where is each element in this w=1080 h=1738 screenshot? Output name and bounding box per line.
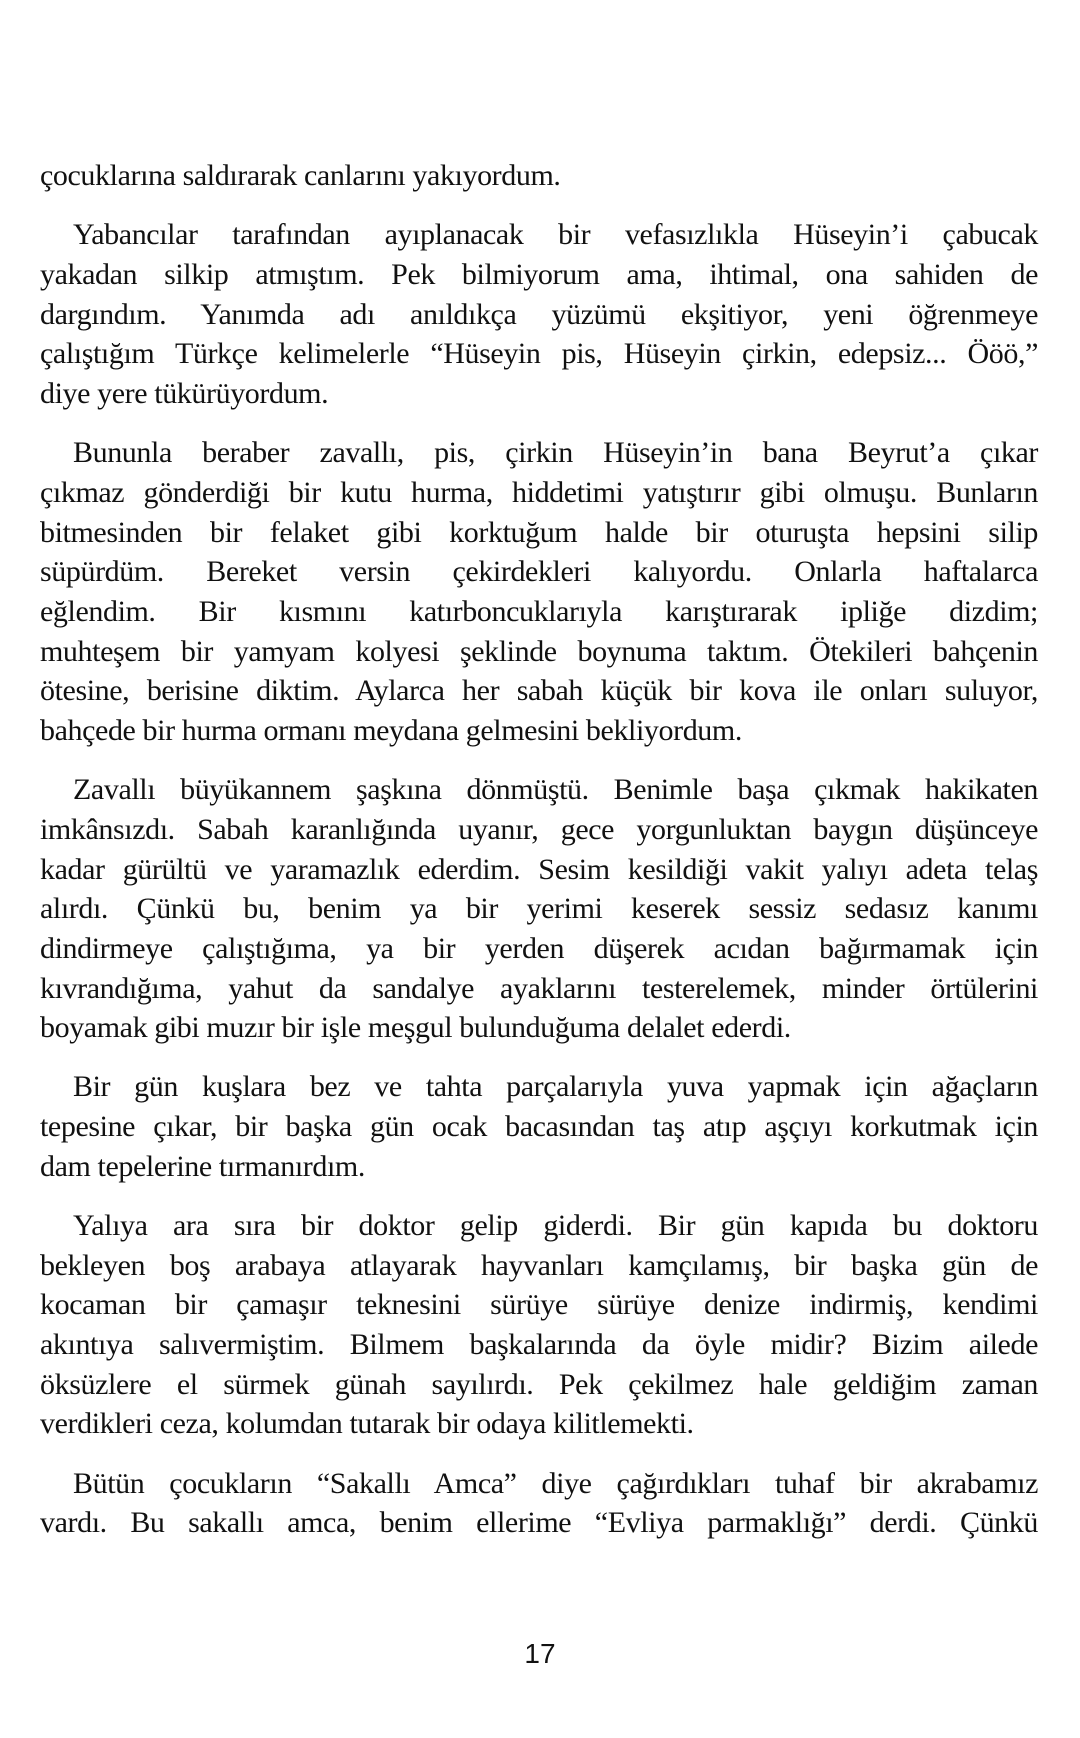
page-number: 17 xyxy=(524,1638,556,1669)
text-line: muhteşem bir yamyam kolyesi şeklinde boynuma taktım. Ötekileri bahçenin xyxy=(40,634,1038,668)
text-line: boyamak gibi muzır bir işle meşgul bulunduğuma delalet ederdi. xyxy=(40,1011,791,1045)
text-line: tepesine çıkar, bir başka gün ocak bacasından taş atıp aşçıyı korkutmak için xyxy=(40,1110,1038,1144)
text-line: Bütün çocukların “Sakallı Amca” diye çağırdıkları tuhaf bir akrabamız xyxy=(73,1466,1038,1500)
text-line: yakadan silkip atmıştım. Pek bilmiyorum ama, ihtimal, ona sahiden de xyxy=(40,257,1038,291)
text-line: verdikleri ceza, kolumdan tutarak bir odaya kilitlemekti. xyxy=(40,1407,694,1441)
paragraph xyxy=(40,770,1038,1048)
text-line: öksüzlere el sürmek günah sayılırdı. Pek çekilmez hale geldiğim zaman xyxy=(40,1367,1038,1401)
text-line: Zavallı büyükannem şaşkına dönmüştü. Benimle başa çıkmak hakikaten xyxy=(73,773,1038,807)
text-line: çocuklarına saldırarak canlarını yakıyordum. xyxy=(40,159,561,192)
text-line: vardı. Bu sakallı amca, benim ellerime “Evliya parmaklığı” derdi. Çünkü xyxy=(40,1506,1038,1540)
text-line: Yalıya ara sıra bir doktor gelip giderdi. Bir gün kapıda bu doktoru xyxy=(73,1209,1038,1242)
text-line: Yabancılar tarafından ayıplanacak bir vefasızlıkla Hüseyin’i çabucak xyxy=(73,218,1038,252)
text-line: süpürdüm. Bereket versin çekirdekleri kalıyordu. Onlarla haftalarca xyxy=(40,555,1038,589)
text-line: dam tepelerine tırmanırdım. xyxy=(40,1149,365,1183)
text-line: ötesine, berisine diktim. Aylarca her sabah küçük bir kova ile onları suluyor, xyxy=(40,674,1038,708)
paragraph xyxy=(40,433,1038,751)
text-line: alırdı. Çünkü bu, benim ya bir yerimi keserek sessiz sedasız kanımı xyxy=(40,892,1038,926)
paragraph xyxy=(40,156,1038,196)
paragraph xyxy=(40,1067,1038,1186)
text-line: kıvrandığıma, yahut da sandalye ayaklarını testerelemek, minder örtülerini xyxy=(40,971,1038,1005)
text-line: kocaman bir çamaşır teknesini sürüye sürüye denize indirmiş, kendimi xyxy=(40,1288,1038,1322)
text-line: akıntıya salıvermiştim. Bilmem başkalarında da öyle midir? Bizim ailede xyxy=(40,1328,1038,1362)
text-line: dindirmeye çalıştığıma, ya bir yerden düşerek acıdan bağırmamak için xyxy=(40,931,1038,965)
text-line: kadar gürültü ve yaramazlık ederdim. Sesim kesildiği vakit yalıyı adeta telaş xyxy=(40,852,1038,886)
text-line: bitmesinden bir felaket gibi korktuğum halde bir oturuşta hepsini silip xyxy=(40,515,1038,549)
text-line: Bununla beraber zavallı, pis, çirkin Hüseyin’in bana Beyrut’a çıkar xyxy=(73,436,1038,470)
text-line: bekleyen boş arabaya atlayarak hayvanları kamçılamış, bir başka gün de xyxy=(40,1248,1038,1282)
text-line: çalıştığım Türkçe kelimelerle “Hüseyin pis, Hüseyin çirkin, edepsiz... Ööö,” xyxy=(40,337,1038,371)
text-line: bahçede bir hurma ormanı meydana gelmesini bekliyordum. xyxy=(40,713,742,747)
text-line: Bir gün kuşlara bez ve tahta parçalarıyla yuva yapmak için ağaçların xyxy=(73,1070,1038,1104)
text-line: imkânsızdı. Sabah karanlığında uyanır, gece yorgunluktan baygın düşünceye xyxy=(40,812,1038,846)
text-line: diye yere tükürüyordum. xyxy=(40,376,329,410)
paragraph xyxy=(40,1206,1038,1444)
paragraph xyxy=(40,1464,1038,1543)
text-line: dargındım. Yanımda adı anıldıkça yüzümü ekşitiyor, yeni öğrenmeye xyxy=(40,297,1038,331)
paragraph xyxy=(40,215,1038,413)
text-line: eğlendim. Bir kısmını katırboncuklarıyla karıştırarak ipliğe dizdim; xyxy=(40,594,1038,628)
page-body-text xyxy=(40,156,1038,1563)
text-line: çıkmaz gönderdiği bir kutu hurma, hiddetimi yatıştırır gibi olmuşu. Bunların xyxy=(40,475,1038,509)
